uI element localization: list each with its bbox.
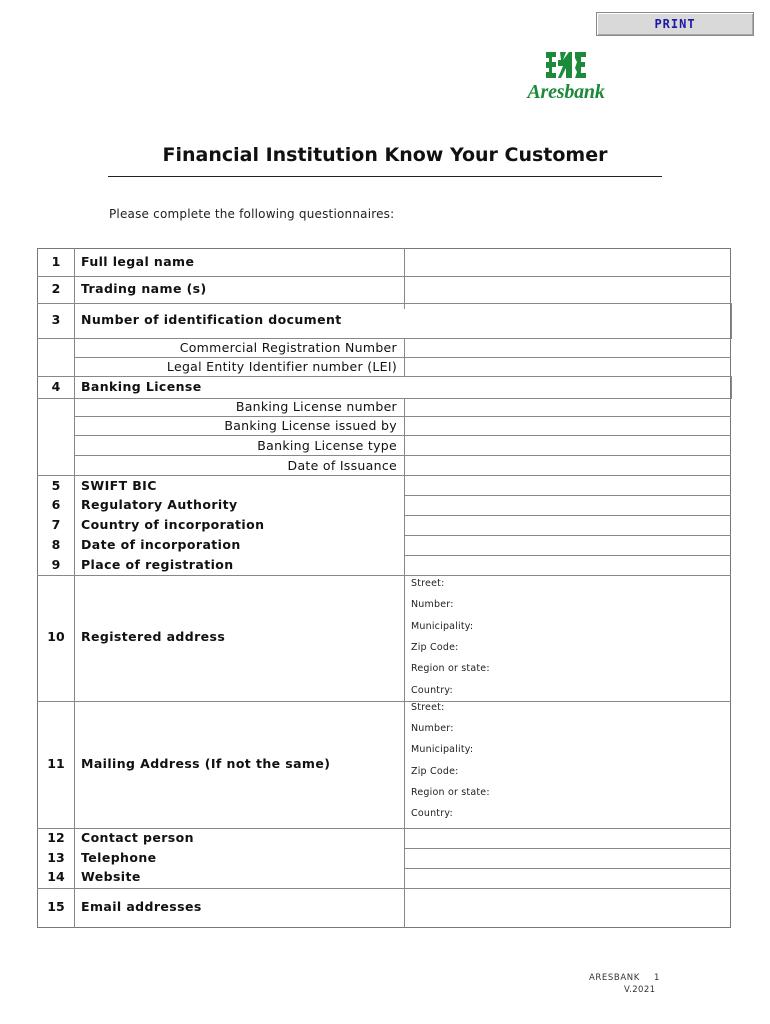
lei-number-field[interactable] bbox=[405, 358, 730, 376]
swift-bic-field[interactable] bbox=[405, 476, 730, 495]
label-swift-bic: SWIFT BIC bbox=[81, 478, 157, 493]
row-number: 11 bbox=[47, 756, 65, 771]
sublabel-commercial-registration-number: Commercial Registration Number bbox=[179, 340, 397, 355]
title-divider bbox=[108, 176, 662, 177]
label-country-of-incorporation: Country of incorporation bbox=[81, 517, 265, 532]
footer-page-number: 1 bbox=[654, 973, 660, 983]
row-divider bbox=[37, 303, 731, 304]
footer-bank-name: ARESBANK bbox=[589, 973, 640, 983]
mailing-number-field[interactable]: Number: bbox=[411, 723, 454, 734]
mailing-municipality-field[interactable]: Municipality: bbox=[411, 744, 474, 755]
footer-version: V.2021 bbox=[624, 985, 656, 995]
sublabel-banking-license-type: Banking License type bbox=[257, 438, 397, 453]
banking-license-issued-by-field[interactable] bbox=[405, 417, 730, 435]
telephone-field[interactable] bbox=[405, 849, 730, 868]
registered-zip-code-field[interactable]: Zip Code: bbox=[411, 642, 459, 653]
row-number: 5 bbox=[51, 478, 61, 493]
label-identification-document: Number of identification document bbox=[81, 312, 342, 327]
trading-name-field[interactable] bbox=[405, 277, 730, 303]
banking-license-number-field[interactable] bbox=[405, 399, 730, 416]
date-of-incorporation-field[interactable] bbox=[405, 536, 730, 555]
label-date-of-incorporation: Date of incorporation bbox=[81, 537, 241, 552]
registered-number-field[interactable]: Number: bbox=[411, 599, 454, 610]
row-number: 4 bbox=[51, 379, 61, 394]
column-divider bbox=[731, 303, 732, 339]
row-number: 15 bbox=[47, 899, 65, 914]
registered-region-field[interactable]: Region or state: bbox=[411, 663, 490, 674]
regulatory-authority-field[interactable] bbox=[405, 496, 730, 515]
label-place-of-registration: Place of registration bbox=[81, 557, 234, 572]
row-number: 6 bbox=[51, 497, 61, 512]
sublabel-date-of-issuance: Date of Issuance bbox=[287, 458, 397, 473]
label-trading-name: Trading name (s) bbox=[81, 281, 207, 296]
page-title: Financial Institution Know Your Customer bbox=[162, 144, 608, 166]
mailing-country-field[interactable]: Country: bbox=[411, 808, 453, 819]
row-number: 7 bbox=[51, 517, 61, 532]
logo-wordmark: Aresbank bbox=[527, 81, 605, 103]
website-field[interactable] bbox=[405, 869, 730, 888]
registered-municipality-field[interactable]: Municipality: bbox=[411, 621, 474, 632]
row-number: 2 bbox=[51, 281, 61, 296]
aresbank-logo bbox=[518, 48, 614, 106]
full-legal-name-field[interactable] bbox=[405, 249, 730, 276]
banking-license-type-field[interactable] bbox=[405, 436, 730, 455]
row-divider bbox=[37, 575, 731, 576]
mailing-street-field[interactable]: Street: bbox=[411, 702, 445, 713]
country-of-incorporation-field[interactable] bbox=[405, 516, 730, 535]
date-of-issuance-field[interactable] bbox=[405, 456, 730, 475]
row-number: 8 bbox=[51, 537, 61, 552]
label-telephone: Telephone bbox=[81, 850, 157, 865]
row-divider bbox=[37, 376, 732, 377]
row-number: 10 bbox=[47, 629, 65, 644]
registered-street-field[interactable]: Street: bbox=[411, 578, 445, 589]
label-website: Website bbox=[81, 869, 141, 884]
label-mailing-address: Mailing Address (If not the same) bbox=[81, 756, 331, 771]
column-divider bbox=[731, 376, 732, 399]
email-addresses-field[interactable] bbox=[405, 889, 730, 927]
label-registered-address: Registered address bbox=[81, 629, 226, 644]
mailing-region-field[interactable]: Region or state: bbox=[411, 787, 490, 798]
label-email-addresses: Email addresses bbox=[81, 899, 202, 914]
label-banking-license: Banking License bbox=[81, 379, 202, 394]
row-number: 13 bbox=[47, 850, 65, 865]
row-divider bbox=[37, 701, 731, 702]
label-full-legal-name: Full legal name bbox=[81, 254, 195, 269]
label-regulatory-authority: Regulatory Authority bbox=[81, 497, 238, 512]
sublabel-lei-number: Legal Entity Identifier number (LEI) bbox=[166, 359, 397, 374]
sublabel-banking-license-number: Banking License number bbox=[235, 399, 397, 414]
sublabel-banking-license-issued-by: Banking License issued by bbox=[224, 418, 397, 433]
label-contact-person: Contact person bbox=[81, 830, 194, 845]
print-button[interactable]: PRINT bbox=[596, 12, 754, 36]
row-number: 14 bbox=[47, 869, 65, 884]
row-number: 3 bbox=[51, 312, 61, 327]
aresbank-emblem-icon bbox=[544, 50, 588, 80]
registered-country-field[interactable]: Country: bbox=[411, 685, 453, 696]
row-number: 1 bbox=[51, 254, 61, 269]
row-number: 9 bbox=[51, 557, 61, 572]
commercial-registration-number-field[interactable] bbox=[405, 339, 730, 357]
mailing-zip-code-field[interactable]: Zip Code: bbox=[411, 766, 459, 777]
place-of-registration-field[interactable] bbox=[405, 556, 730, 575]
column-divider bbox=[74, 248, 75, 928]
contact-person-field[interactable] bbox=[405, 829, 730, 848]
row-number: 12 bbox=[47, 830, 65, 845]
intro-text: Please complete the following questionnaires: bbox=[109, 207, 395, 221]
